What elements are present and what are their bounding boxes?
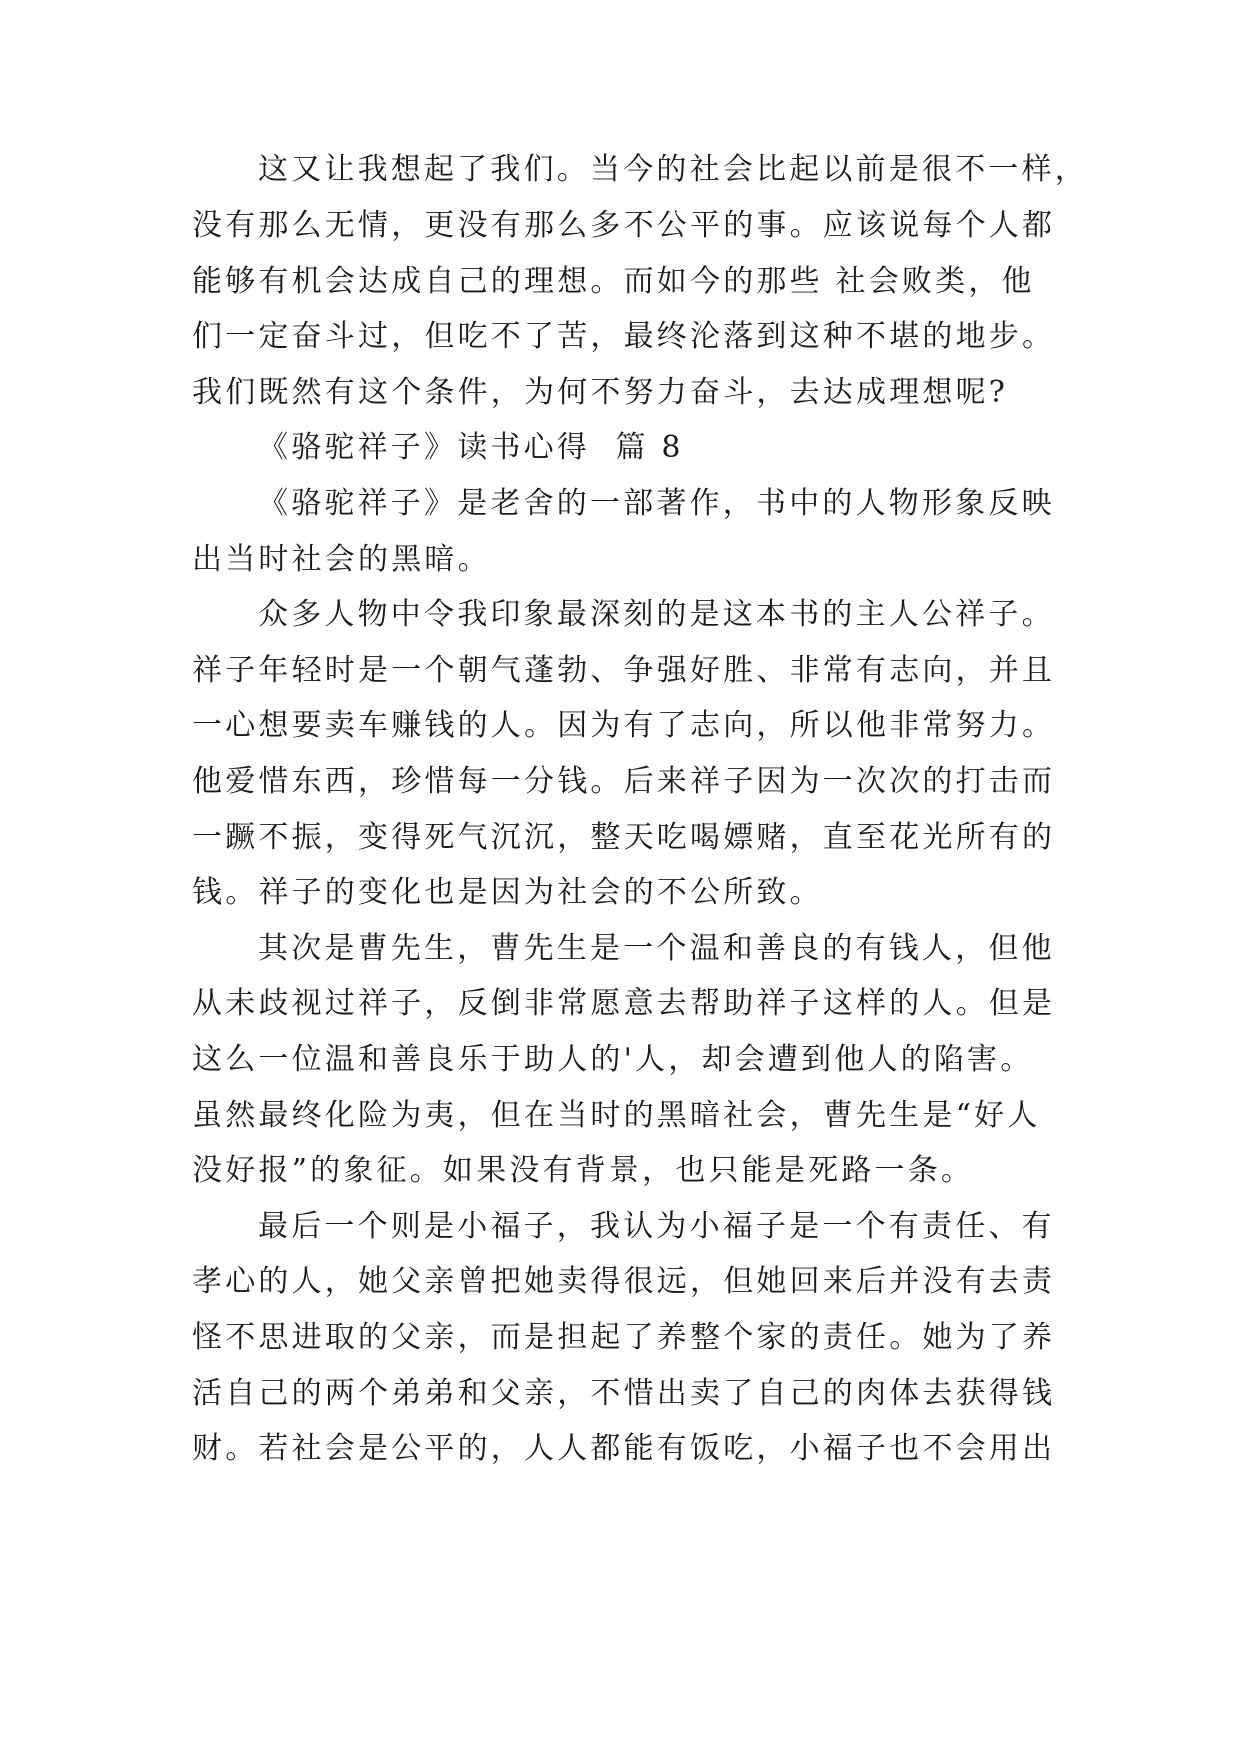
paragraph-line: 孝心的人，她父亲曾把她卖得很远，但她回来后并没有去责 bbox=[192, 1264, 1056, 1299]
paragraph-line: 从未歧视过祥子，反倒非常愿意去帮助祥子这样的人。但是 bbox=[192, 986, 1056, 1021]
paragraph-line: 其次是曹先生，曹先生是一个温和善良的有钱人，但他 bbox=[258, 931, 1055, 966]
paragraph-line: 活自己的两个弟弟和父亲，不惜出卖了自己的肉体去获得钱 bbox=[192, 1376, 1056, 1411]
paragraph-line: 这么一位温和善良乐于助人的'人，却会遭到他人的陷害。 bbox=[192, 1042, 1034, 1077]
paragraph-line: 怪不思进取的父亲，而是担起了养整个家的责任。她为了养 bbox=[192, 1320, 1056, 1355]
paragraph-line: 没有那么无情，更没有那么多不公平的事。应该说每个人都 bbox=[192, 208, 1056, 243]
paragraph-line: 这又让我想起了我们。当今的社会比起以前是很不一样， bbox=[258, 152, 1088, 187]
paragraph-line: 《骆驼祥子》是老舍的一部著作，书中的人物形象反映 bbox=[258, 486, 1055, 521]
paragraph-line: 众多人物中令我印象最深刻的是这本书的主人公祥子。 bbox=[258, 597, 1055, 632]
paragraph-line: 他爱惜东西，珍惜每一分钱。后来祥子因为一次次的打击而 bbox=[192, 764, 1056, 799]
paragraph-line: 一蹶不振，变得死气沉沉，整天吃喝嫖赌，直至花光所有的 bbox=[192, 820, 1056, 855]
paragraph-line: 我们既然有这个条件，为何不努力奋斗，去达成理想呢? bbox=[192, 375, 1009, 410]
paragraph-line: 能够有机会达成自己的理想。而如今的那些 社会败类，他 bbox=[192, 264, 1035, 299]
paragraph-line: 出当时社会的黑暗。 bbox=[192, 542, 491, 577]
paragraph-line: 虽然最终化险为夷，但在当时的黑暗社会，曹先生是“好人 bbox=[192, 1098, 1041, 1133]
section-heading: 《骆驼祥子》读书心得 篇 8 bbox=[258, 430, 684, 465]
paragraph-line: 没好报”的象征。如果没有背景，也只能是死路一条。 bbox=[192, 1153, 975, 1188]
paragraph-line: 最后一个则是小福子，我认为小福子是一个有责任、有 bbox=[258, 1209, 1055, 1244]
paragraph-line: 钱。祥子的变化也是因为社会的不公所致。 bbox=[192, 875, 823, 910]
paragraph-line: 祥子年轻时是一个朝气蓬勃、争强好胜、非常有志向，并且 bbox=[192, 653, 1056, 688]
paragraph-line: 们一定奋斗过，但吃不了苦，最终沦落到这种不堪的地步。 bbox=[192, 319, 1056, 354]
paragraph-line: 一心想要卖车赚钱的人。因为有了志向，所以他非常努力。 bbox=[192, 708, 1056, 743]
paragraph-line: 财。若社会是公平的，人人都能有饭吃，小福子也不会用出 bbox=[192, 1431, 1056, 1466]
